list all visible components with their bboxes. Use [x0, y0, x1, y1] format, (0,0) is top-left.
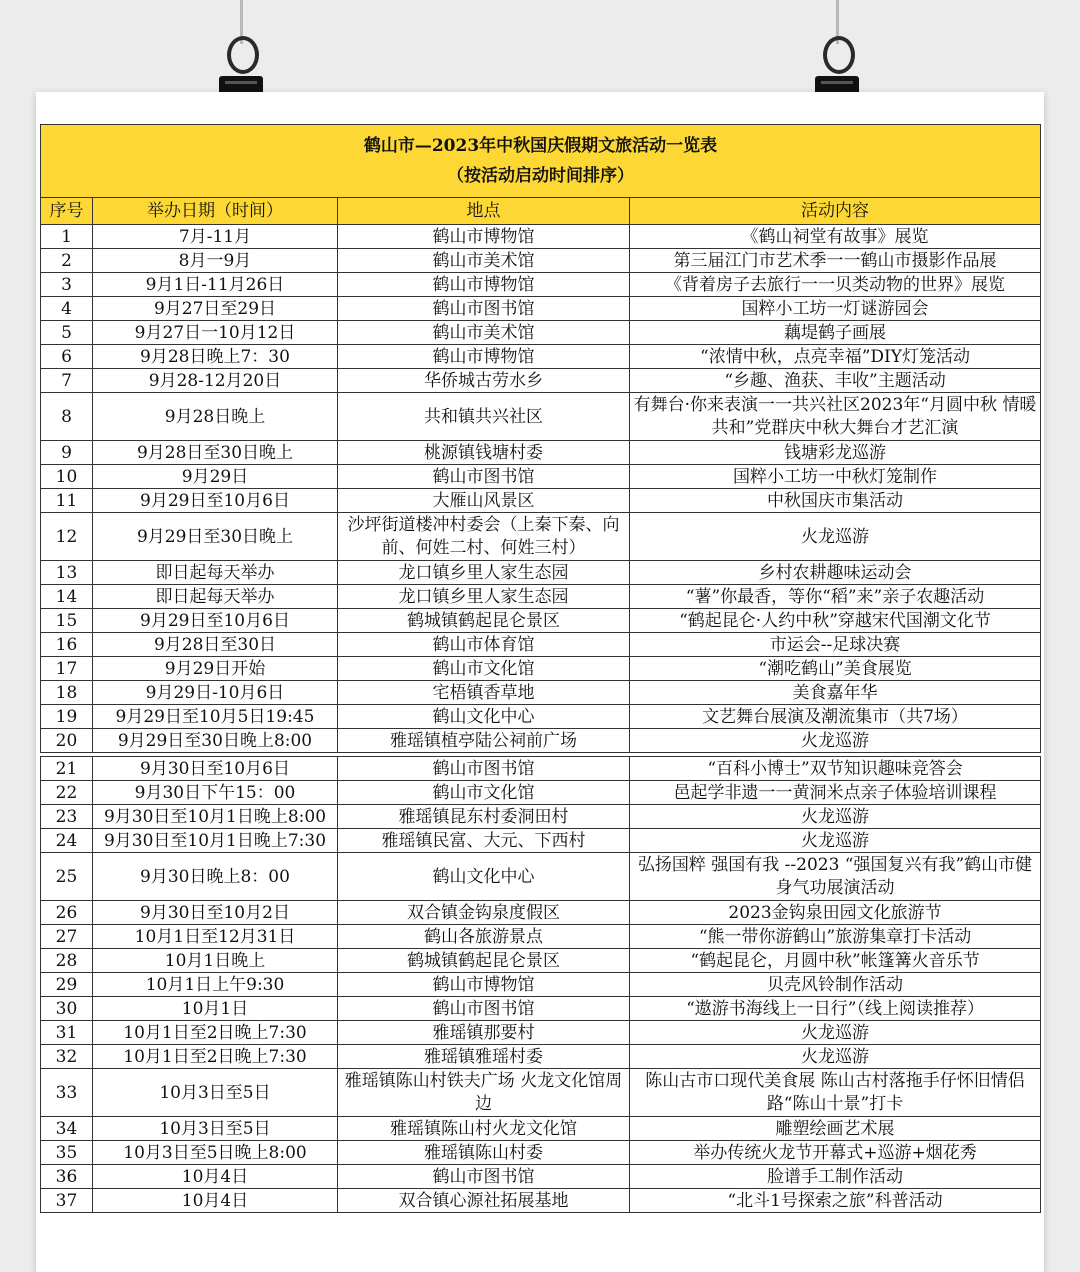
cell-place: 鹤山市图书馆 — [338, 297, 630, 321]
cell-content: 第三届江门市艺术季一一鹤山市摄影作品展 — [630, 249, 1041, 273]
cell-no: 28 — [41, 949, 93, 973]
table-row — [41, 1045, 1041, 1069]
cell-date: 9月30日至10月2日 — [93, 901, 338, 925]
cell-content: “薯”你最香，等你“稻”来”亲子农趣活动 — [630, 585, 1041, 609]
cell-no: 3 — [41, 273, 93, 297]
table-row — [41, 805, 1041, 829]
table-row — [41, 225, 1041, 249]
cell-place: 龙口镇乡里人家生态园 — [338, 561, 630, 585]
cell-content: 有舞台·你来表演一一共兴社区2023年“月圆中秋 情暖共和”党群庆中秋大舞台才艺汇演 — [630, 393, 1041, 441]
cell-date: 9月27日至29日 — [93, 297, 338, 321]
cell-content: 美食嘉年华 — [630, 681, 1041, 705]
cell-no: 5 — [41, 321, 93, 345]
table-row — [41, 1189, 1041, 1213]
cell-date: 9月29日至10月5日19:45 — [93, 705, 338, 729]
cell-no: 15 — [41, 609, 93, 633]
cell-content: “北斗1号探索之旅”科普活动 — [630, 1189, 1041, 1213]
cell-content: 陈山古市口现代美食展 陈山古村落拖手仔怀旧情侣路“陈山十景”打卡 — [630, 1069, 1041, 1117]
cell-content: “乡趣、渔获、丰收”主题活动 — [630, 369, 1041, 393]
cell-content: 国粹小工坊一灯谜游园会 — [630, 297, 1041, 321]
cell-no: 10 — [41, 465, 93, 489]
table-row — [41, 273, 1041, 297]
title-line-2: （按活动启动时间排序） — [447, 166, 634, 186]
cell-place: 鹤山市体育馆 — [338, 633, 630, 657]
cell-date: 9月30日至10月1日晚上7:30 — [93, 829, 338, 853]
cell-date: 10月3日至5日 — [93, 1117, 338, 1141]
cell-no: 35 — [41, 1141, 93, 1165]
cell-date: 10月1日晚上 — [93, 949, 338, 973]
cell-content: “熊一带你游鹤山”旅游集章打卡活动 — [630, 925, 1041, 949]
cell-no: 12 — [41, 513, 93, 561]
cell-place: 鹤山文化中心 — [338, 853, 630, 901]
cell-content: 中秋国庆市集活动 — [630, 489, 1041, 513]
table-title — [41, 125, 1041, 198]
table-row — [41, 1117, 1041, 1141]
cell-date: 10月3日至5日晚上8:00 — [93, 1141, 338, 1165]
cell-no: 14 — [41, 585, 93, 609]
cell-date: 10月3日至5日 — [93, 1069, 338, 1117]
cell-place: 大雁山风景区 — [338, 489, 630, 513]
cell-no: 36 — [41, 1165, 93, 1189]
cell-content: 火龙巡游 — [630, 1021, 1041, 1045]
cell-place: 鹤山市文化馆 — [338, 657, 630, 681]
cell-place: 鹤山市图书馆 — [338, 997, 630, 1021]
cell-content: 乡村农耕趣味运动会 — [630, 561, 1041, 585]
cell-place: 鹤山市美术馆 — [338, 321, 630, 345]
cell-place: 鹤山市文化馆 — [338, 781, 630, 805]
cell-no: 17 — [41, 657, 93, 681]
activity-table — [40, 124, 1041, 1213]
cell-date: 7月-11月 — [93, 225, 338, 249]
table-row — [41, 585, 1041, 609]
cell-no: 4 — [41, 297, 93, 321]
cell-content: 火龙巡游 — [630, 513, 1041, 561]
cell-content: “浓情中秋，点亮幸福”DIY灯笼活动 — [630, 345, 1041, 369]
cell-place: 鹤山市博物馆 — [338, 273, 630, 297]
header-content: 活动内容 — [630, 198, 1041, 225]
cell-place: 雅瑶镇植亭陆公祠前广场 — [338, 729, 630, 753]
cell-no: 7 — [41, 369, 93, 393]
table-row — [41, 681, 1041, 705]
cell-date: 10月4日 — [93, 1189, 338, 1213]
cell-no: 8 — [41, 393, 93, 441]
title-line-1: 鹤山市—2023年中秋国庆假期文旅活动一览表 — [363, 136, 718, 156]
cell-no: 23 — [41, 805, 93, 829]
cell-no: 25 — [41, 853, 93, 901]
cell-content: 举办传统火龙节开幕式+巡游+烟花秀 — [630, 1141, 1041, 1165]
table-row — [41, 781, 1041, 805]
cell-content: 《背着房子去旅行一一贝类动物的世界》展览 — [630, 273, 1041, 297]
cell-place: 雅瑶镇那要村 — [338, 1021, 630, 1045]
table-row — [41, 393, 1041, 441]
cell-date: 10月1日上午9:30 — [93, 973, 338, 997]
cell-no: 29 — [41, 973, 93, 997]
cell-place: 鹤山市图书馆 — [338, 465, 630, 489]
cell-date: 9月28日至30日 — [93, 633, 338, 657]
cell-place: 鹤城镇鹤起昆仑景区 — [338, 949, 630, 973]
cell-no: 19 — [41, 705, 93, 729]
cell-date: 9月29日 — [93, 465, 338, 489]
cell-content: 雕塑绘画艺术展 — [630, 1117, 1041, 1141]
cell-date: 9月28日至30日晚上 — [93, 441, 338, 465]
table-row — [41, 345, 1041, 369]
table-row — [41, 441, 1041, 465]
cell-place: 雅瑶镇昆东村委洞田村 — [338, 805, 630, 829]
cell-no: 26 — [41, 901, 93, 925]
cell-content: 钱塘彩龙巡游 — [630, 441, 1041, 465]
cell-place: 桃源镇钱塘村委 — [338, 441, 630, 465]
cell-no: 16 — [41, 633, 93, 657]
header-place: 地点 — [338, 198, 630, 225]
cell-place: 鹤山市博物馆 — [338, 225, 630, 249]
cell-date: 9月28-12月20日 — [93, 369, 338, 393]
cell-no: 37 — [41, 1189, 93, 1213]
cell-no: 18 — [41, 681, 93, 705]
table-row — [41, 997, 1041, 1021]
cell-place: 雅瑶镇雅瑶村委 — [338, 1045, 630, 1069]
cell-date: 9月29日至10月6日 — [93, 609, 338, 633]
cell-content: 国粹小工坊一中秋灯笼制作 — [630, 465, 1041, 489]
cell-content: 火龙巡游 — [630, 1045, 1041, 1069]
cell-date: 即日起每天举办 — [93, 561, 338, 585]
cell-no: 30 — [41, 997, 93, 1021]
cell-date: 9月28日晚上 — [93, 393, 338, 441]
cell-no: 24 — [41, 829, 93, 853]
table-row — [41, 925, 1041, 949]
table-row — [41, 757, 1041, 781]
cell-date: 9月1日-11月26日 — [93, 273, 338, 297]
cell-date: 10月1日 — [93, 997, 338, 1021]
cell-date: 10月1日至2日晚上7:30 — [93, 1045, 338, 1069]
cell-place: 鹤山各旅游景点 — [338, 925, 630, 949]
cell-date: 8月一9月 — [93, 249, 338, 273]
table-row — [41, 973, 1041, 997]
cell-place: 雅瑶镇陈山村委 — [338, 1141, 630, 1165]
table-row — [41, 369, 1041, 393]
cell-date: 9月29日至30日晚上 — [93, 513, 338, 561]
cell-content: “鹤起昆仑，月圆中秋”帐篷篝火音乐节 — [630, 949, 1041, 973]
cell-date: 10月1日至12月31日 — [93, 925, 338, 949]
cell-date: 10月1日至2日晚上7:30 — [93, 1021, 338, 1045]
cell-place: 沙坪街道楼冲村委会（上秦下秦、向前、何姓二村、何姓三村） — [338, 513, 630, 561]
table-row — [41, 465, 1041, 489]
table-row — [41, 657, 1041, 681]
cell-no: 22 — [41, 781, 93, 805]
cell-content: 火龙巡游 — [630, 729, 1041, 753]
table-row — [41, 829, 1041, 853]
cell-place: 鹤山市图书馆 — [338, 757, 630, 781]
cell-no: 31 — [41, 1021, 93, 1045]
table-row — [41, 1165, 1041, 1189]
cell-content: “鹤起昆仑·人约中秋”穿越宋代国潮文化节 — [630, 609, 1041, 633]
cell-no: 1 — [41, 225, 93, 249]
cell-content: 邑起学非遗一一黄洞米点亲子体验培训课程 — [630, 781, 1041, 805]
cell-date: 9月29日至10月6日 — [93, 489, 338, 513]
cell-no: 6 — [41, 345, 93, 369]
cell-no: 32 — [41, 1045, 93, 1069]
cell-place: 鹤城镇鹤起昆仑景区 — [338, 609, 630, 633]
table-row — [41, 1021, 1041, 1045]
cell-date: 9月28日晚上7：30 — [93, 345, 338, 369]
cell-place: 鹤山文化中心 — [338, 705, 630, 729]
cell-content: 贝壳风铃制作活动 — [630, 973, 1041, 997]
cell-place: 双合镇心源社拓展基地 — [338, 1189, 630, 1213]
cell-content: 《鹤山祠堂有故事》展览 — [630, 225, 1041, 249]
cell-place: 鹤山市博物馆 — [338, 345, 630, 369]
cell-content: “百科小博士”双节知识趣味竞答会 — [630, 757, 1041, 781]
cell-content: 市运会--足球决赛 — [630, 633, 1041, 657]
cell-date: 9月30日至10月6日 — [93, 757, 338, 781]
table-header-row — [41, 198, 1041, 225]
table-row — [41, 729, 1041, 753]
table-row — [41, 901, 1041, 925]
table-row — [41, 705, 1041, 729]
cell-no: 2 — [41, 249, 93, 273]
cell-place: 宅梧镇香草地 — [338, 681, 630, 705]
cell-date: 9月30日晚上8：00 — [93, 853, 338, 901]
cell-content: 脸谱手工制作活动 — [630, 1165, 1041, 1189]
cell-no: 33 — [41, 1069, 93, 1117]
table-row — [41, 1141, 1041, 1165]
cell-content: “潮吃鹤山”美食展览 — [630, 657, 1041, 681]
cell-date: 10月4日 — [93, 1165, 338, 1189]
paper-sheet — [36, 92, 1044, 1272]
cell-content: 火龙巡游 — [630, 805, 1041, 829]
cell-no: 34 — [41, 1117, 93, 1141]
cell-place: 华侨城古劳水乡 — [338, 369, 630, 393]
table-row — [41, 853, 1041, 901]
cell-place: 双合镇金钩泉度假区 — [338, 901, 630, 925]
table-row — [41, 513, 1041, 561]
cell-place: 雅瑶镇民富、大元、下西村 — [338, 829, 630, 853]
cell-no: 27 — [41, 925, 93, 949]
table-row — [41, 297, 1041, 321]
cell-content: 2023金钩泉田园文化旅游节 — [630, 901, 1041, 925]
cell-content: 藕堤鹤子画展 — [630, 321, 1041, 345]
cell-no: 13 — [41, 561, 93, 585]
cell-content: 弘扬国粹 强国有我 --2023 “强国复兴有我”鹤山市健身气功展演活动 — [630, 853, 1041, 901]
cell-date: 即日起每天举办 — [93, 585, 338, 609]
cell-content: “遨游书海线上一日行”（线上阅读推荐） — [630, 997, 1041, 1021]
table-row — [41, 1069, 1041, 1117]
cell-date: 9月29日至30日晚上8:00 — [93, 729, 338, 753]
cell-date: 9月30日至10月1日晚上8:00 — [93, 805, 338, 829]
cell-place: 雅瑶镇陈山村火龙文化馆 — [338, 1117, 630, 1141]
table-row — [41, 561, 1041, 585]
cell-no: 20 — [41, 729, 93, 753]
cell-date: 9月29日-10月6日 — [93, 681, 338, 705]
table-row — [41, 609, 1041, 633]
table-row — [41, 949, 1041, 973]
table-row — [41, 321, 1041, 345]
cell-content: 火龙巡游 — [630, 829, 1041, 853]
cell-no: 9 — [41, 441, 93, 465]
cell-date: 9月29日开始 — [93, 657, 338, 681]
cell-no: 11 — [41, 489, 93, 513]
cell-no: 21 — [41, 757, 93, 781]
cell-date: 9月30日下午15：00 — [93, 781, 338, 805]
cell-content: 文艺舞台展演及潮流集市（共7场） — [630, 705, 1041, 729]
table-row — [41, 633, 1041, 657]
cell-place: 鹤山市博物馆 — [338, 973, 630, 997]
cell-place: 鹤山市图书馆 — [338, 1165, 630, 1189]
header-date: 举办日期（时间） — [93, 198, 338, 225]
table-row — [41, 249, 1041, 273]
header-no: 序号 — [41, 198, 93, 225]
cell-place: 雅瑶镇陈山村铁夫广场 火龙文化馆周边 — [338, 1069, 630, 1117]
cell-place: 龙口镇乡里人家生态园 — [338, 585, 630, 609]
cell-date: 9月27日一10月12日 — [93, 321, 338, 345]
table-row — [41, 489, 1041, 513]
cell-place: 鹤山市美术馆 — [338, 249, 630, 273]
cell-place: 共和镇共兴社区 — [338, 393, 630, 441]
